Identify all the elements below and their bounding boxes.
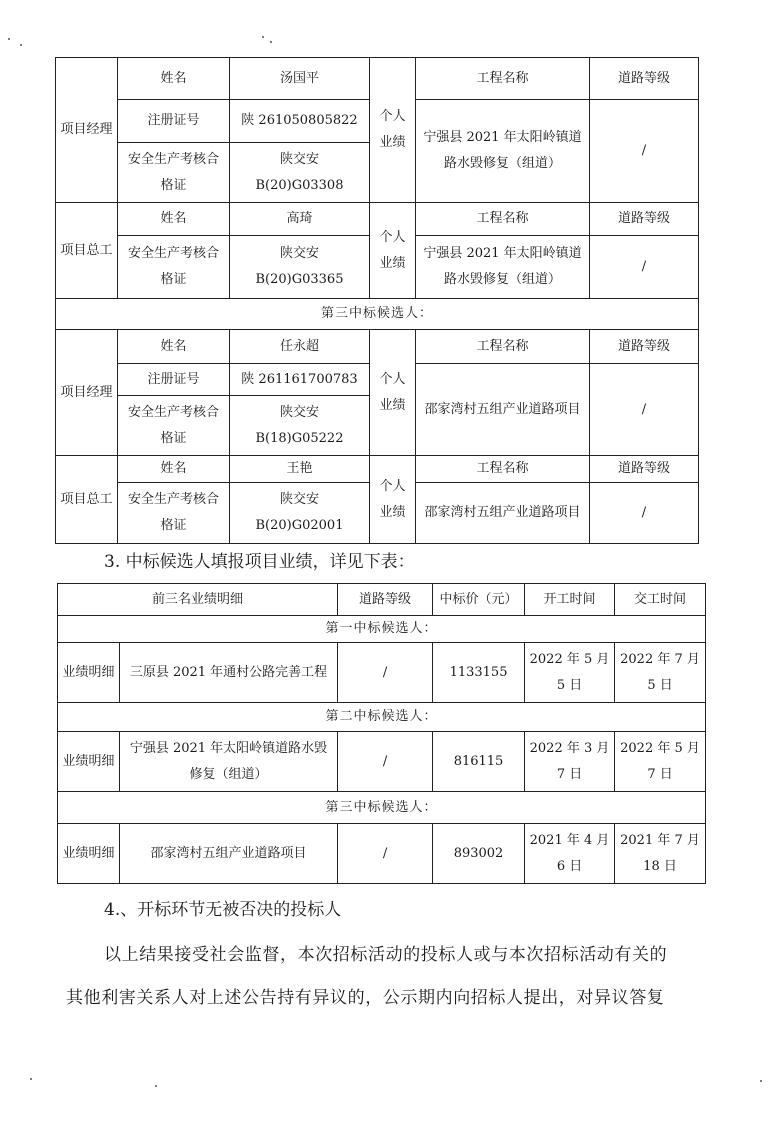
grade-cell: / (338, 824, 433, 884)
label-cell: 安全生产考核合格证 (118, 483, 230, 544)
price-cell: 816115 (433, 732, 525, 792)
row-label: 业绩明细 (58, 732, 120, 792)
section-title: 第二中标候选人： (58, 703, 706, 732)
table-header-row (58, 584, 706, 616)
project-cell: 三原县 2021 年通村公路完善工程 (120, 643, 338, 703)
value-cell: 陕 261161700783 (230, 364, 370, 396)
section-heading-3: 3. 中标候选人填报项目业绩，详见下表： (104, 552, 415, 572)
end-date-cell: 2022 年 7 月 5 日 (615, 643, 706, 703)
column-header: 前三名业绩明细 (58, 584, 338, 616)
row-label: 业绩明细 (58, 824, 120, 884)
project-cell: 邵家湾村五组产业道路项目 (120, 824, 338, 884)
table-row (58, 616, 706, 643)
label-cell: 姓名 (118, 58, 230, 100)
table-row (58, 732, 706, 792)
project-cell: 宁强县 2021 年太阳岭镇道路水毁修复（组道） (416, 236, 590, 299)
value-cell: 高琦 (230, 203, 370, 236)
column-header: 交工时间 (615, 584, 706, 616)
scan-speck (20, 44, 22, 46)
grade-cell: / (590, 483, 699, 544)
section-title: 第一中标候选人： (58, 616, 706, 643)
grade-cell: / (338, 732, 433, 792)
value-cell: 陕交安 B(18)G05222 (230, 396, 370, 456)
table-row (56, 330, 699, 364)
body-paragraph-line: 以上结果接受社会监督，本次招标活动的投标人或与本次招标活动有关的 (104, 945, 668, 965)
header-cell: 道路等级 (590, 58, 699, 100)
header-cell: 道路等级 (590, 203, 699, 236)
value-cell: 王艳 (230, 456, 370, 483)
table-row (58, 824, 706, 884)
table-row (58, 643, 706, 703)
project-cell: 宁强县 2021 年太阳岭镇道路水毁修复（组道） (120, 732, 338, 792)
start-date-cell: 2021 年 4 月 6 日 (525, 824, 615, 884)
header-cell: 道路等级 (590, 456, 699, 483)
table-row (58, 703, 706, 732)
section-heading-4: 4.、开标环节无被否决的投标人 (104, 900, 342, 920)
value-cell: 陕 261050805822 (230, 100, 370, 143)
value-cell: 任永超 (230, 330, 370, 364)
grade-cell: / (338, 643, 433, 703)
perf-label-cell: 个人业绩 (370, 456, 416, 544)
column-header: 中标价（元） (433, 584, 525, 616)
project-cell: 邵家湾村五组产业道路项目 (416, 364, 590, 456)
table-row (56, 299, 699, 330)
label-cell: 姓名 (118, 330, 230, 364)
price-cell: 893002 (433, 824, 525, 884)
value-cell: 陕交安 B(20)G03308 (230, 143, 370, 203)
value-cell: 陕交安 B(20)G02001 (230, 483, 370, 544)
table-row (56, 58, 699, 100)
scan-speck (30, 1078, 32, 1080)
personnel-table (55, 57, 699, 544)
row-label: 业绩明细 (58, 643, 120, 703)
label-cell: 姓名 (118, 456, 230, 483)
column-header: 道路等级 (338, 584, 433, 616)
price-cell: 1133155 (433, 643, 525, 703)
table-row (56, 456, 699, 483)
project-cell: 宁强县 2021 年太阳岭镇道路水毁修复（组道） (416, 100, 590, 203)
grade-cell: / (590, 236, 699, 299)
grade-cell: / (590, 364, 699, 456)
label-cell: 注册证号 (118, 364, 230, 396)
column-header: 开工时间 (525, 584, 615, 616)
project-cell: 邵家湾村五组产业道路项目 (416, 483, 590, 544)
header-cell: 工程名称 (416, 330, 590, 364)
label-cell: 注册证号 (118, 100, 230, 143)
grade-cell: / (590, 100, 699, 203)
scan-speck (155, 1085, 157, 1087)
value-cell: 陕交安 B(20)G03365 (230, 236, 370, 299)
header-cell: 工程名称 (416, 58, 590, 100)
value-cell: 汤国平 (230, 58, 370, 100)
role-cell: 项目总工 (56, 456, 118, 544)
label-cell: 安全生产考核合格证 (118, 396, 230, 456)
section-title: 第三中标候选人： (56, 299, 699, 330)
label-cell: 安全生产考核合格证 (118, 143, 230, 203)
start-date-cell: 2022 年 3 月 7 日 (525, 732, 615, 792)
scan-speck (270, 41, 272, 43)
perf-label-cell: 个人业绩 (370, 203, 416, 299)
start-date-cell: 2022 年 5 月 5 日 (525, 643, 615, 703)
perf-label-cell: 个人业绩 (370, 58, 416, 203)
table-row (56, 203, 699, 236)
end-date-cell: 2021 年 7 月 18 日 (615, 824, 706, 884)
end-date-cell: 2022 年 5 月 7 日 (615, 732, 706, 792)
role-cell: 项目经理 (56, 58, 118, 203)
header-cell: 工程名称 (416, 456, 590, 483)
scan-speck (262, 36, 264, 38)
role-cell: 项目总工 (56, 203, 118, 299)
performance-table (57, 583, 706, 884)
body-paragraph-line: 其他利害关系人对上述公告持有异议的，公示期内向招标人提出，对异议答复 (66, 988, 665, 1008)
scan-speck (8, 38, 10, 40)
label-cell: 安全生产考核合格证 (118, 236, 230, 299)
table-row (58, 792, 706, 824)
role-cell: 项目经理 (56, 330, 118, 456)
scan-speck (760, 1080, 762, 1082)
label-cell: 姓名 (118, 203, 230, 236)
header-cell: 道路等级 (590, 330, 699, 364)
section-title: 第三中标候选人： (58, 792, 706, 824)
perf-label-cell: 个人业绩 (370, 330, 416, 456)
header-cell: 工程名称 (416, 203, 590, 236)
